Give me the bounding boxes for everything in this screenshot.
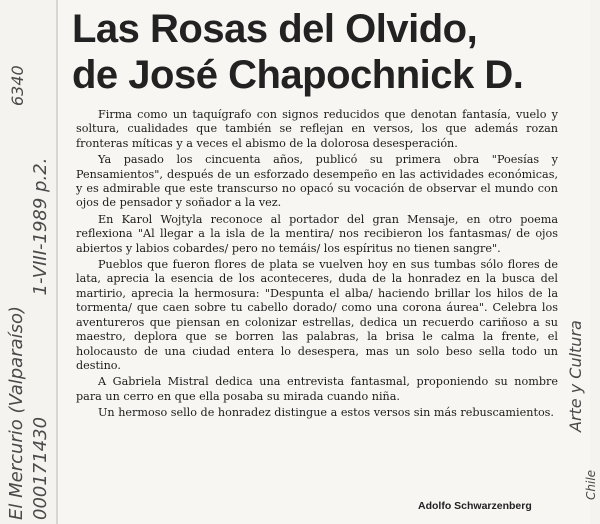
- paragraph-1: Firma como un taquígrafo con signos reducidos que denotan fantasía, vuelo y soltura, cualidades que también se reflejan en versos, los que además rozan fronteras míticas y a veces el abismo de la dolorosa desesperación.: [76, 108, 558, 150]
- article-body: [76, 108, 558, 423]
- paragraph-3: En Karol Wojtyla reconoce al portador del gran Mensaje, en otro poema reflexiona "Al llegar a la isla de la mentira/ nos recibieron los fantasmas/ de ojos abiertos y labios cobardes/ pero no temáis/ los espíritus no tienen sangre".: [76, 212, 558, 255]
- author-signature: Adolfo Schwarzenberg: [418, 500, 532, 512]
- handwritten-source-note: [6, 306, 27, 520]
- handwritten-code: 000171430: [30, 416, 51, 520]
- paragraph-4: Pueblos que fueron flores de plata se vuelven hoy en sus tumbas sólo flores de lata, aprecia la esencia de los aconteceres, duda de la honradez en la busca del martirio, aprecia la hermosura: "Despunta el alba/ haciendo brillar los hilos de la tormenta/ que caen sobre tu cabello dorado/ como una corona áurea". Celebra los aventureros que piensan en colonizar estrellas, dedica un recuerdo cariñoso a su maestro, deplora que se borren las palabras, la brisa le calma la frente, el holocausto de una ciudad entera lo desespera, mas un solo beso sella todo un destino.: [76, 258, 558, 372]
- handwritten-reference-note: [30, 158, 51, 520]
- handwritten-section-label: Arte y Cultura: [566, 320, 585, 432]
- headline-line-1: Las Rosas del Olvido,: [72, 7, 478, 51]
- handwritten-date: 1-VIII-1989: [30, 197, 51, 296]
- paragraph-6: Un hermoso sello de honradez distingue a estos versos sin más rebuscamientos.: [98, 406, 554, 420]
- handwritten-top-number: 6340: [8, 65, 27, 106]
- article-headline: [72, 6, 572, 98]
- handwritten-page: p.2.: [30, 157, 51, 192]
- handwritten-newspaper: El Mercurio (Valparaíso): [6, 305, 27, 520]
- headline-line-2: de José Chapochnick D.: [72, 53, 524, 97]
- paragraph-2: Ya pasado los cincuenta años, publicó su primera obra "Poesías y Pensamientos", después de un esforzado desempeño en las actividades económicas, y es admirable que este transcurso no opacó su vocación de observar el mundo con ojos de pensador y soñador a la vez.: [76, 153, 558, 210]
- paragraph-5: A Gabriela Mistral dedica una entrevista fantasmal, proponiendo su nombre para un cerro en que ella posaba su mirada cuando niña.: [76, 375, 558, 403]
- handwritten-country-label: Chile: [584, 469, 598, 500]
